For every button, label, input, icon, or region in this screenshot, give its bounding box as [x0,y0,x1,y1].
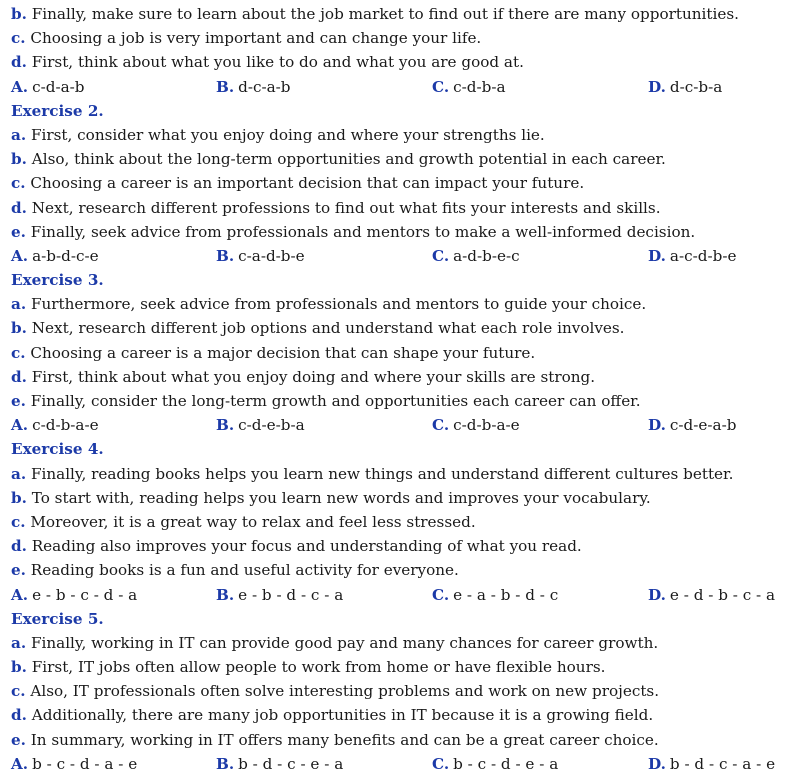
option-text: c-d-a-b [32,77,85,96]
sentence-text: Reading also improves your focus and understanding of what you read. [31,537,582,556]
answer-option[interactable] [432,75,506,99]
sentence-text: Additionally, there are many job opportunities in IT because it is a growing field. [31,706,654,725]
sentence-item [0,703,789,727]
option-text: b - c - d - e - a [453,754,559,773]
sentence-letter: b. [11,319,27,338]
option-text: d-c-a-b [238,77,291,96]
option-letter: C. [432,246,450,265]
sentence-item [0,341,789,365]
sentence-item [0,510,789,534]
option-letter: B. [216,585,235,604]
sentence-item [0,50,789,74]
option-letter: C. [432,77,450,96]
sentence-item [0,486,789,510]
option-text: b - d - c - e - a [238,754,344,773]
sentence-item [0,26,789,50]
sentence-item [0,220,789,244]
sentence-text: Choosing a job is very important and can change your life. [30,29,482,48]
option-text: c-d-b-a [453,77,506,96]
option-text: e - b - d - c - a [238,585,344,604]
option-letter: A. [11,77,29,96]
sentence-text: Finally, reading books helps you learn new things and understand different cultures better. [30,464,734,483]
option-text: c-d-e-b-a [238,416,305,435]
sentence-item [0,171,789,195]
sentence-item [0,679,789,703]
option-text: e - b - c - d - a [32,585,138,604]
option-letter: B. [216,754,235,773]
option-letter: D. [648,585,666,604]
answer-options-row [0,75,789,99]
sentence-letter: d. [11,198,27,217]
answer-option[interactable] [11,583,137,607]
answer-option[interactable] [648,752,775,776]
answer-option[interactable] [11,413,99,437]
sentence-text: Moreover, it is a great way to relax and feel less stressed. [30,512,476,531]
sentence-item [0,655,789,679]
option-letter: C. [432,754,450,773]
sentence-letter: c. [11,512,26,531]
sentence-letter: e. [11,561,26,580]
sentence-item [0,316,789,340]
sentence-text: Furthermore, seek advice from professionals and mentors to guide your choice. [30,295,647,314]
answer-options-row [0,583,789,607]
exercise-heading: Exercise 4. [11,440,104,459]
sentence-text: Finally, working in IT can provide good pay and many chances for career growth. [30,633,659,652]
sentence-text: First, think about what you like to do and what you are good at. [31,53,524,72]
option-text: a-d-b-e-c [453,246,520,265]
sentence-text: Finally, make sure to learn about the job market to find out if there are many opportunities. [31,5,739,23]
sentence-item [0,534,789,558]
sentence-letter: a. [11,295,27,314]
option-letter: D. [648,416,666,435]
option-text: c-d-e-a-b [669,416,737,435]
answer-option[interactable] [648,413,736,437]
answer-option[interactable] [432,413,520,437]
answer-option[interactable] [432,583,558,607]
answer-option[interactable] [648,75,722,99]
option-text: e - d - b - c - a [669,585,776,604]
sentence-letter: d. [11,706,27,725]
sentence-text: Next, research different professions to find out what fits your interests and skills. [31,198,661,217]
sentence-item [0,123,789,147]
sentence-item [0,2,789,26]
answer-option[interactable] [648,244,736,268]
sentence-text: Also, IT professionals often solve interesting problems and work on new projects. [30,682,660,701]
sentence-letter: b. [11,5,27,23]
sentence-text: Finally, seek advice from professionals and mentors to make a well-informed decision. [30,222,696,241]
answer-option[interactable] [432,244,520,268]
option-letter: D. [648,754,666,773]
option-text: b - d - c - a - e [669,754,776,773]
sentence-letter: b. [11,150,27,169]
exercise-heading: Exercise 5. [11,609,104,628]
sentence-letter: a. [11,633,27,652]
sentence-item [0,728,789,752]
sentence-letter: c. [11,343,26,362]
sentence-text: Next, research different job options and understand what each role involves. [31,319,625,338]
sentence-text: Choosing a career is an important decision that can impact your future. [30,174,585,193]
answer-option[interactable] [216,75,291,99]
answer-options-row [0,413,789,437]
option-text: d-c-b-a [669,77,723,96]
option-text: c-d-b-a-e [453,416,520,435]
option-letter: A. [11,585,29,604]
sentence-item [0,558,789,582]
sentence-item [0,365,789,389]
sentence-text: First, think about what you enjoy doing and where your skills are strong. [31,367,596,386]
answer-option[interactable] [216,244,305,268]
sentence-letter: a. [11,125,27,144]
sentence-text: Finally, consider the long-term growth and opportunities each career can offer. [30,392,641,410]
sentence-item [0,147,789,171]
sentence-letter: e. [11,392,26,410]
sentence-letter: c. [11,29,26,48]
answer-options-row [0,752,789,776]
sentence-text: First, IT jobs often allow people to work from home or have flexible hours. [31,658,606,677]
option-letter: A. [11,416,29,435]
sentence-letter: e. [11,222,26,241]
option-text: e - a - b - d - c [453,585,559,604]
sentence-item [0,389,789,413]
answer-option[interactable] [216,413,305,437]
option-letter: C. [432,585,450,604]
sentence-letter: c. [11,682,26,701]
sentence-item [0,292,789,316]
sentence-item [0,196,789,220]
sentence-text: To start with, reading helps you learn new words and improves your vocabulary. [31,488,651,507]
sentence-item [0,631,789,655]
sentence-item [0,462,789,486]
option-letter: A. [11,246,29,265]
sentence-text: Also, think about the long-term opportunities and growth potential in each career. [31,150,666,169]
answer-option[interactable] [216,583,343,607]
answer-option[interactable] [11,244,99,268]
option-letter: B. [216,416,235,435]
option-text: b - c - d - a - e [32,754,138,773]
exercise-heading: Exercise 3. [11,271,104,290]
sentence-letter: d. [11,53,27,72]
sentence-text: In summary, working in IT offers many benefits and can be a great career choice. [30,730,659,749]
sentence-text: First, consider what you enjoy doing and where your strengths lie. [30,125,545,144]
option-letter: A. [11,754,29,773]
sentence-letter: d. [11,367,27,386]
sentence-text: Choosing a career is a major decision that can shape your future. [30,343,536,362]
option-text: c-a-d-b-e [238,246,305,265]
sentence-letter: b. [11,658,27,677]
option-letter: B. [216,77,235,96]
sentence-letter: d. [11,537,27,556]
answer-option[interactable] [432,752,558,776]
option-text: a-b-d-c-e [32,246,99,265]
option-letter: C. [432,416,450,435]
sentence-letter: e. [11,730,26,749]
sentence-letter: b. [11,488,27,507]
option-letter: B. [216,246,235,265]
exercise-heading: Exercise 2. [11,101,104,120]
answer-option[interactable] [648,583,775,607]
answer-option[interactable] [11,752,137,776]
option-text: c-d-b-a-e [32,416,99,435]
option-text: a-c-d-b-e [669,246,737,265]
sentence-text: Reading books is a fun and useful activity for everyone. [30,561,459,580]
option-letter: D. [648,77,666,96]
answer-options-row [0,244,789,268]
answer-option[interactable] [216,752,343,776]
option-letter: D. [648,246,666,265]
sentence-letter: a. [11,464,27,483]
answer-option[interactable] [11,75,84,99]
sentence-letter: c. [11,174,26,193]
